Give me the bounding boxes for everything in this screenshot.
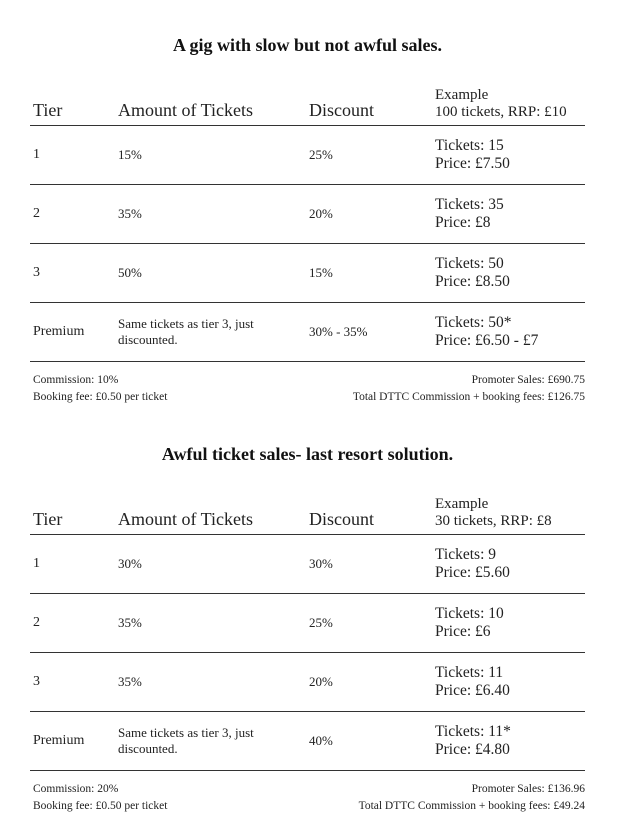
discount-cell: 40%	[309, 733, 333, 748]
table-row	[30, 303, 585, 362]
example-tickets: Tickets: 50	[435, 255, 504, 272]
table-footer	[30, 372, 585, 406]
example-price: Price: £8.50	[435, 273, 510, 290]
commission: Commission: 20%	[33, 783, 119, 795]
tier-cell: 2	[33, 206, 40, 221]
discount-cell: 20%	[309, 674, 333, 689]
pricing-table-slow-sales	[30, 32, 585, 406]
header-tier: Tier	[33, 509, 63, 529]
example-cell	[435, 255, 585, 291]
table-row	[30, 653, 585, 712]
discount-cell: 15%	[309, 265, 333, 280]
example-tickets: Tickets: 11	[435, 664, 504, 681]
total-commission: Total DTTC Commission + booking fees: £126.75	[352, 391, 585, 403]
tier-cell: 2	[33, 615, 40, 630]
example-tickets: Tickets: 10	[435, 605, 504, 622]
example-tickets: Tickets: 9	[435, 546, 497, 563]
example-price: Price: £6	[435, 623, 491, 640]
example-cell	[435, 196, 585, 232]
header-amount: Amount of Tickets	[118, 100, 254, 120]
table-header	[30, 76, 585, 126]
example-cell	[435, 546, 585, 582]
discount-cell: 25%	[309, 147, 333, 162]
example-price: Price: £4.80	[435, 741, 510, 758]
tier-cell: 3	[33, 674, 40, 689]
table-row	[30, 185, 585, 244]
tier-cell: 1	[33, 556, 40, 571]
amount-cell: 35%	[118, 615, 142, 630]
tier-cell: Premium	[33, 324, 85, 339]
header-amount: Amount of Tickets	[118, 509, 254, 529]
header-example-label: Example	[435, 496, 489, 512]
pricing-table-awful-sales	[30, 441, 585, 815]
discount-cell: 25%	[309, 615, 333, 630]
example-price: Price: £6.40	[435, 682, 510, 699]
discount-cell: 20%	[309, 206, 333, 221]
header-example	[435, 496, 585, 530]
promoter-sales: Promoter Sales: £690.75	[471, 374, 585, 386]
commission: Commission: 10%	[33, 374, 119, 386]
table-title: Awful ticket sales- last resort solution.	[161, 444, 454, 464]
header-example-sub: 100 tickets, RRP: £10	[435, 104, 567, 120]
promoter-sales: Promoter Sales: £136.96	[471, 783, 585, 795]
header-example-sub: 30 tickets, RRP: £8	[435, 513, 552, 529]
tier-cell: Premium	[33, 733, 85, 748]
tier-cell: 1	[33, 147, 40, 162]
example-cell	[435, 314, 585, 350]
amount-cell: 35%	[118, 674, 142, 689]
amount-cell: 50%	[118, 265, 142, 280]
header-discount: Discount	[309, 100, 374, 120]
example-price: Price: £6.50 - £7	[435, 332, 539, 349]
table-footer	[30, 781, 585, 815]
tier-cell: 3	[33, 265, 40, 280]
example-tickets: Tickets: 15	[435, 137, 504, 154]
example-price: Price: £7.50	[435, 155, 510, 172]
header-tier: Tier	[33, 100, 63, 120]
header-example-label: Example	[435, 87, 489, 103]
discount-cell: 30%	[309, 556, 333, 571]
header-discount: Discount	[309, 509, 374, 529]
header-example	[435, 87, 585, 121]
amount-cell: Same tickets as tier 3, just discounted.	[118, 725, 254, 756]
table-row	[30, 244, 585, 303]
table-row	[30, 535, 585, 594]
example-price: Price: £5.60	[435, 564, 510, 581]
example-tickets: Tickets: 35	[435, 196, 504, 213]
discount-cell: 30% - 35%	[309, 324, 368, 339]
table-title: A gig with slow but not awful sales.	[172, 35, 443, 55]
example-cell	[435, 723, 585, 759]
example-cell	[435, 605, 585, 641]
example-tickets: Tickets: 50*	[435, 314, 512, 331]
amount-cell: 30%	[118, 556, 142, 571]
amount-cell: Same tickets as tier 3, just discounted.	[118, 316, 254, 347]
table-row	[30, 712, 585, 771]
example-tickets: Tickets: 11*	[435, 723, 511, 740]
total-commission: Total DTTC Commission + booking fees: £49.24	[358, 800, 585, 812]
booking-fee: Booking fee: £0.50 per ticket	[33, 391, 168, 403]
table-row	[30, 594, 585, 653]
example-cell	[435, 664, 585, 700]
booking-fee: Booking fee: £0.50 per ticket	[33, 800, 168, 812]
example-price: Price: £8	[435, 214, 491, 231]
amount-cell: 35%	[118, 206, 142, 221]
table-row	[30, 126, 585, 185]
table-header	[30, 485, 585, 535]
example-cell	[435, 137, 585, 173]
amount-cell: 15%	[118, 147, 142, 162]
